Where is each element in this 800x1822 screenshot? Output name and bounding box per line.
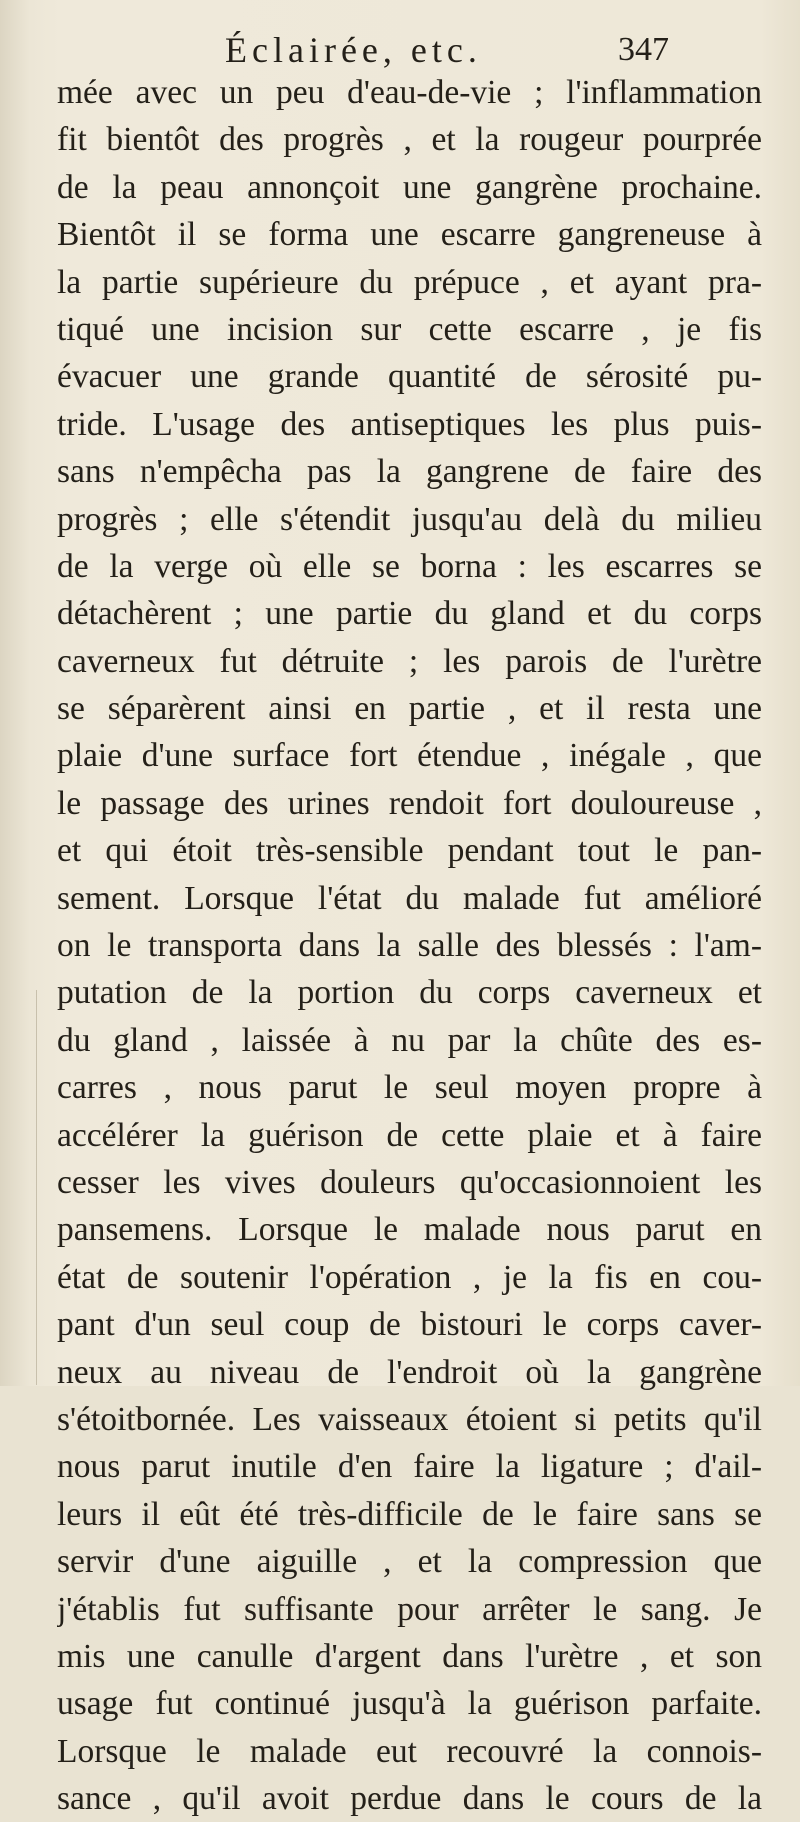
- text-line: tiqué une incision sur cette escarre , je fis: [57, 310, 762, 348]
- text-line: servir d'une aiguille , et la compression que: [57, 1543, 762, 1581]
- margin-line: [36, 990, 41, 1385]
- text-line: mée avec un peu d'eau-de-vie ; l'inflammation: [57, 74, 762, 111]
- text-line: s'étoitbornée. Les vaisseaux étoient si petits qu'il: [57, 1400, 762, 1438]
- text-line: tride. L'usage des antiseptiques les plus puis-: [57, 405, 762, 443]
- text-line: leurs il eût été très-difficile de le faire sans se: [57, 1495, 762, 1533]
- text-line: on le transporta dans la salle des blessés : l'am-: [57, 927, 762, 965]
- page-number: 347: [618, 31, 669, 68]
- text-line: caverneux fut détruite ; les parois de l'urètre: [57, 642, 762, 680]
- text-line: Bientôt il se forma une escarre gangreneuse à: [57, 216, 762, 254]
- text-line: mis une canulle d'argent dans l'urètre , et son: [57, 1637, 762, 1675]
- text-line: se séparèrent ainsi en partie , et il resta une: [57, 690, 762, 728]
- text-line: putation de la portion du corps caverneux et: [57, 974, 762, 1012]
- text-line: accélérer la guérison de cette plaie et à faire: [57, 1116, 762, 1154]
- text-line: sans n'empêcha pas la gangrene de faire des: [57, 453, 762, 491]
- body-text: [57, 69, 762, 1822]
- text-line: sance , qu'il avoit perdue dans le cours de la: [57, 1780, 762, 1818]
- text-line: de la verge où elle se borna : les escarres se: [57, 547, 762, 585]
- text-line: j'établis fut suffisante pour arrêter le sang. Je: [57, 1590, 762, 1628]
- text-line: du gland , laissée à nu par la chûte des es-: [57, 1021, 762, 1059]
- text-line: évacuer une grande quantité de sérosité pu-: [57, 358, 762, 396]
- text-line: pant d'un seul coup de bistouri le corps caver-: [57, 1306, 762, 1344]
- running-head: Éclairée, etc.: [225, 30, 482, 70]
- text-line: carres , nous parut le seul moyen propre à: [57, 1069, 762, 1107]
- text-line: sement. Lorsque l'état du malade fut amélioré: [57, 879, 762, 917]
- text-line: de la peau annonçoit une gangrène prochaine.: [57, 168, 762, 206]
- text-line: pansemens. Lorsque le malade nous parut en: [57, 1211, 762, 1249]
- text-line: la partie supérieure du prépuce , et ayant pra-: [57, 263, 762, 301]
- text-line: usage fut continué jusqu'à la guérison parfaite.: [57, 1685, 762, 1723]
- text-line: cesser les vives douleurs qu'occasionnoient les: [57, 1163, 762, 1201]
- text-line: et qui étoit très-sensible pendant tout le pan-: [57, 832, 762, 870]
- text-line: nous parut inutile d'en faire la ligature ; d'ail-: [57, 1448, 762, 1486]
- text-line: progrès ; elle s'étendit jusqu'au delà du milieu: [57, 500, 762, 538]
- page-header: [225, 30, 745, 70]
- text-line: Lorsque le malade eut recouvré la connois-: [57, 1732, 762, 1770]
- text-line: fit bientôt des progrès , et la rougeur pourprée: [57, 121, 762, 159]
- text-line: plaie d'une surface fort étendue , inégale , que: [57, 737, 762, 775]
- text-line: le passage des urines rendoit fort douloureuse ,: [57, 784, 762, 822]
- text-line: état de soutenir l'opération , je la fis en cou-: [57, 1258, 762, 1296]
- text-line: neux au niveau de l'endroit où la gangrène: [57, 1353, 762, 1391]
- text-line: détachèrent ; une partie du gland et du corps: [57, 595, 762, 633]
